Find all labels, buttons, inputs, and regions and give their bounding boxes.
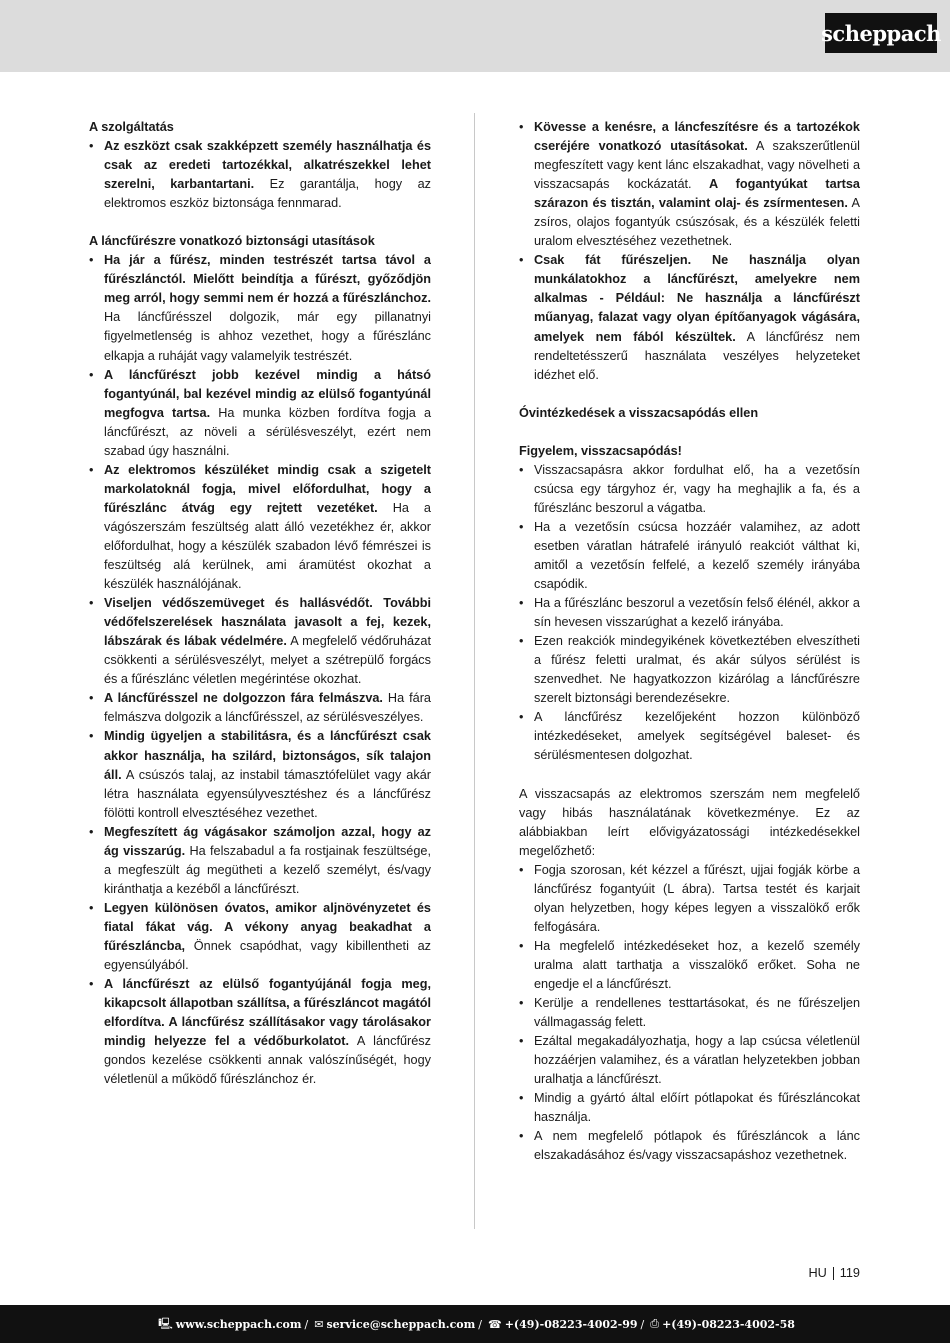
list-item-text: Kerülje a rendellenes testtartásokat, és ne fűrészeljen vállmagasság felett. [534,996,860,1030]
footer-separator: / [640,1317,645,1331]
list-item [89,727,431,822]
list-item [519,861,860,937]
footer-separator: / [304,1317,309,1331]
bullet-marker: • [89,729,94,744]
list-item-text: Ez garantálja, hogy az elektromos eszköz biztonsága fennmarad. [104,177,431,211]
list-item-text: A láncfűrész kezelőjeként hozzon különböző intézkedéseket, amelyek segítségével baleset- és sérülésmentesen dolgozhat. [534,710,860,763]
list-item-emphasis: Kövesse a kenésre, a láncfeszítésre és a tartozékok cseréjére vonatkozó utasításokat. [534,120,860,154]
section-heading: A láncfűrészre vonatkozó biztonsági utasítások [89,234,375,249]
list-item-text: Ha felszabadul a fa rostjainak feszültsége, a megfeszült ág megütheti a kezelő személyt, és/vagy kiránthatja a kezéből a láncfűrészt. [104,843,432,896]
list-item-text: Ezen reakciók mindegyikének következtében elveszítheti a fűrész feletti uralmat, és akár súlyos sérülést is szenvedhet. Ne hagyatkozzon kizárólag a láncfűrészre szerelt biztonsági berendezésekre. [534,634,860,706]
list-item [519,594,860,632]
section-heading: Óvintézkedések a visszacsapódás ellen [519,405,759,420]
list-item-text: A láncfűrész nem rendeltetésszerű használata veszélyes helyzeteket idézhet elő. [534,329,860,382]
footer-separator: / [478,1317,483,1331]
list-item [519,994,860,1032]
list-item-text: A csúszós talaj, az instabil támasztófelület vagy akár létra használata egyensúlyvesztéshez és a láncfűrész fölötti kontroll elvesztéséhez vezethet. [104,767,431,820]
language-code: HU [808,1266,827,1280]
footer-contact [0,1305,950,1343]
list-item-text: Ha láncfűrésszel dolgozik, már egy pillanatnyi figyelmetlenség is ahhoz vezethet, hogy a fűrészlánc elkapja a ruháját vagy valamelyik testrészét. [104,310,431,363]
bullet-marker: • [519,634,524,649]
envelope-icon: ✉ [314,1317,324,1331]
list-item-emphasis: Az elektromos készüléket mindig csak a szigetelt markolatoknál fogja, mivel előfordulhat, hogy a fűrészlánc átvág egy rejtett vezetéket. [104,462,431,515]
list-item [519,251,860,384]
list-item [519,708,860,765]
footer-website: www.scheppach.com [175,1317,302,1331]
list-item-text: Ezáltal megakadályozhatja, hogy a lap csúcsa véletlenül hozzáérjen valamihez, és a váratlan helyzetekben jobban uralhatja a láncfűrészt. [534,1034,860,1087]
list-item-emphasis: Csak fát fűrészeljen. Ne használja olyan munkálatokhoz a láncfűrészt, amelyekre nem alkalmas - Például: Ne használja a láncfűrészt műanyag, falazat vagy olyan építőanyagok vágására, amelyek nem fából készültek. [534,253,860,344]
list-item [519,937,860,994]
list-item [519,632,860,708]
list-item-text: A megfelelő védőruházat csökkenti a sérülésveszélyt, melyet a szétrepülő forgács és a fűrészlánc véletlen megérintése okozhat. [104,634,431,687]
bullet-marker: • [89,367,94,382]
bullet-marker: • [519,1091,524,1106]
bullet-marker: • [89,977,94,992]
list-item [89,975,431,1089]
list-item [89,137,431,213]
bullet-marker: • [519,1129,524,1144]
list-item-text: Ha munka közben fordítva fogja a láncfűrészt, az növeli a sérülésveszélyt, ezért nem szabad úgy használni. [104,405,431,458]
list-item [89,594,431,689]
bullet-marker: • [519,462,524,477]
list-item-emphasis: Megfeszített ág vágásakor számoljon azzal, hogy az ág visszarúg. [104,824,431,858]
footer-phone: +(49)-08223-4002-99 [504,1317,638,1331]
bullet-marker: • [519,996,524,1011]
paragraph-spacer [519,385,860,404]
list-item [519,118,860,251]
paragraph-spacer [519,423,860,442]
list-item [89,251,431,365]
left-column [89,118,431,1089]
bullet-marker: • [89,691,94,706]
page-number: 119 [839,1266,860,1280]
list-item-text: A nem megfelelő pótlapok és fűrészláncok a lánc elszakadásához és/vagy visszacsapáshoz vezethetnek. [534,1129,860,1163]
footer-email: service@scheppach.com [326,1317,476,1331]
list-item [89,823,431,899]
list-item-text: Ha fára felmászva dolgozik a láncfűrésszel, az sérülésveszélyes. [104,691,431,725]
list-item-text: Ha a fűrészlánc beszorul a vezetősín felső élénél, akkor a sín hevesen visszarúghat a kezelő irányába. [534,596,860,630]
list-item [519,1089,860,1127]
list-item-text: Fogja szorosan, két kézzel a fűrészt, ujjai fogják körbe a láncfűrész fogantyúit (L ábra). Tartsa testét és karjait olyan helyzetben, hogy képes legyen a visszalökő erők felfogására. [534,862,860,934]
list-item [519,1032,860,1089]
list-item-emphasis: A láncfűrésszel ne dolgozzon fára felmászva. [104,691,383,706]
list-item-text: Mindig a gyártó által előírt pótlapokat és fűrészláncokat használja. [534,1091,860,1125]
body-paragraph: A visszacsapás az elektromos szerszám nem megfelelő vagy hibás használatának következménye. Ez az alábbiakban leírt elővigyázatossági intézkedésekkel megelőzhető: [519,786,860,858]
bullet-marker: • [519,710,524,725]
list-item-emphasis: A láncfűrészt az elülső fogantyújánál fogja meg, kikapcsolt állapotban szállítsa, a fűrészláncot magától elfordítva. A láncfűrész szállításakor vagy tárolásakor mindig helyezze fel a védőburkolatot. [104,977,431,1049]
list-item [89,899,431,975]
list-item-emphasis: Ha jár a fűrész, minden testrészét tartsa távol a fűrészlánctól. Mielőtt beindítja a fűrészt, győződjön meg arról, hogy semmi nem ér hozzá a fűrészlánchoz. [104,253,431,306]
list-item-text: Ha a vezetősín csúcsa hozzáér valamihez, az adott esetben váratlan hátrafelé irányuló reakciót válthat ki, amitől a vezetősín felfelé, a kezelő személy irányába csapódik. [534,519,860,592]
footer-band [0,1305,950,1343]
list-item-emphasis: Mindig ügyeljen a stabilitásra, és a láncfűrészt csak akkor használja, ha szilárd, biztonságos, sík talajon áll. [104,729,431,782]
list-item [89,461,431,594]
bullet-marker: • [89,900,94,915]
list-item-emphasis: A láncfűrészt jobb kezével mindig a hátsó fogantyúnál, bal kezével mindig az elülső fogantyúnál megfogva tartsa. [104,367,431,420]
bullet-marker: • [89,253,94,268]
bullet-marker: • [519,120,524,134]
bullet-marker: • [519,938,524,953]
list-item-text: Ha a vágószerszám feszültség alatt álló vezetékhez ér, akkor előfordulhat, hogy a készülék szabadon lévő fémrészei is feszültség alá kerülnek, ami áramütést okozhat a készülék használójának. [104,500,431,592]
page-label [808,1264,860,1283]
list-item [89,366,431,461]
bullet-marker: • [519,253,524,268]
list-item [519,461,860,518]
list-item-emphasis: A fogantyúkat tartsa szárazon és tisztán, valamint olaj- és zsírmentesen. [534,177,860,211]
bullet-marker: • [519,1034,524,1049]
list-item-emphasis: Viseljen védőszemüveget és hallásvédőt. További védőfelszerelések használata javasolt a fej, kezek, lábszárak és lábak védelmére. [104,596,431,649]
column-divider [474,113,475,1229]
brand-logo [821,13,941,53]
bullet-marker: • [519,862,524,877]
bullet-marker: • [89,824,94,839]
fax-icon: ⎙ [650,1317,660,1330]
bullet-marker: • [89,462,94,477]
footer-fax: +(49)-08223-4002-58 [662,1317,795,1331]
right-column [519,118,860,1165]
list-item-text: A szakszerűtlenül megfeszített vagy kent lánc elszakadhat, vagy növelheti a visszacsapás kockázatát. [534,139,860,192]
section-heading: Figyelem, visszacsapódás! [519,443,682,458]
list-item [89,689,431,727]
list-item-emphasis: Az eszközt csak szakképzett személy használhatja és csak az eredeti tartozékkal, alkatrészekkel lehet szerelni, karbantartani. [104,139,431,192]
list-item-text: Önnek csapódhat, vagy kibillentheti az egyensúlyából. [104,938,431,973]
paragraph-spacer [519,766,860,785]
phone-icon: ☎ [488,1317,502,1331]
list-item-text: Ha megfelelő intézkedéseket hoz, a kezelő személy uralma alatt tarthatja a visszalökő erőket. Soha ne engedje el a láncfűrészt. [534,938,860,991]
header-band [0,0,950,72]
bullet-marker: • [519,519,524,534]
paragraph-spacer [89,213,431,232]
section-heading: A szolgáltatás [89,120,174,134]
list-item-emphasis: Legyen különösen óvatos, amikor aljnövényzetet és fiatal fákat vág. A vékony anyag beakadhat a fűrészláncba, [104,900,431,953]
list-item [519,1127,860,1165]
bullet-marker: • [519,596,524,611]
monitor-icon: 🖳 [158,1316,173,1330]
page-label-separator [833,1267,834,1280]
list-item-text: Visszacsapásra akkor fordulhat elő, ha a vezetősín csúcsa egy tárgyhoz ér, vagy ha meghajlik a fa, és a fűrészlánc beszorul a vágatba. [534,462,860,515]
list-item [519,518,860,594]
brand-logo-text: scheppach [821,20,941,46]
bullet-marker: • [89,596,94,611]
list-item-text: A zsíros, olajos fogantyúk csúszósak, és a készülék feletti uralom elvesztéséhez vezethetnek. [534,196,860,249]
list-item-text: A láncfűrész gondos kezelése csökkenti annak valószínűségét, hogy véletlenül a működő fűrészlánchoz ér. [104,1034,431,1087]
bullet-marker: • [89,139,94,154]
